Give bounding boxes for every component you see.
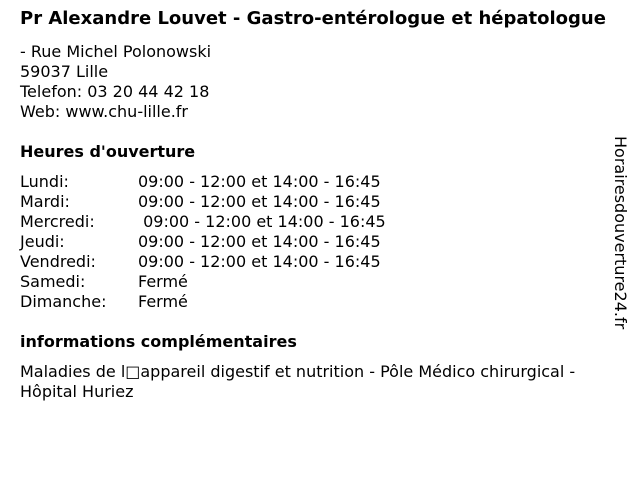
- website-link[interactable]: Web: www.chu-lille.fr: [20, 102, 189, 121]
- hours-row-friday: [20, 252, 616, 272]
- hours-time: 09:00 - 12:00 et 14:00 - 16:45: [138, 192, 381, 211]
- hours-time: 09:00 - 12:00 et 14:00 - 16:45: [138, 172, 381, 191]
- address-city: 59037 Lille: [20, 62, 109, 81]
- hours-row-tuesday: [20, 192, 616, 212]
- phone-number[interactable]: Telefon: 03 20 44 42 18: [20, 82, 210, 101]
- hours-day: Jeudi:: [20, 232, 65, 251]
- hours-row-thursday: [20, 232, 616, 252]
- hours-time: Fermé: [138, 292, 188, 311]
- hours-time: 09:00 - 12:00 et 14:00 - 16:45: [138, 252, 381, 271]
- page-title: Pr Alexandre Louvet - Gastro-entérologue et hépatologue: [20, 8, 606, 29]
- hours-time: Fermé: [138, 272, 188, 291]
- hours-day: Vendredi:: [20, 252, 96, 271]
- hours-day: Dimanche:: [20, 292, 107, 311]
- hours-row-saturday: [20, 272, 616, 292]
- business-card: [20, 8, 616, 402]
- hours-time: 09:00 - 12:00 et 14:00 - 16:45: [138, 232, 381, 251]
- address-street: - Rue Michel Polonowski: [20, 42, 212, 61]
- hours-row-monday: [20, 172, 616, 192]
- side-brand-watermark[interactable]: Horairesdouverture24.fr: [611, 136, 630, 330]
- hours-heading: Heures d'ouverture: [20, 142, 196, 161]
- info-heading: informations complémentaires: [20, 332, 297, 351]
- hours-day: Lundi:: [20, 172, 69, 191]
- address-block: [20, 42, 616, 122]
- hours-day: Samedi:: [20, 272, 86, 291]
- hours-day: Mardi:: [20, 192, 70, 211]
- hours-row-wednesday: [20, 212, 616, 232]
- hours-row-sunday: [20, 292, 616, 312]
- hours-day: Mercredi:: [20, 212, 95, 231]
- hours-table: [20, 172, 616, 312]
- info-text: Maladies de l□appareil digestif et nutrition - Pôle Médico chirurgical - Hôpital Huriez: [20, 362, 576, 401]
- hours-time: 09:00 - 12:00 et 14:00 - 16:45: [138, 212, 386, 231]
